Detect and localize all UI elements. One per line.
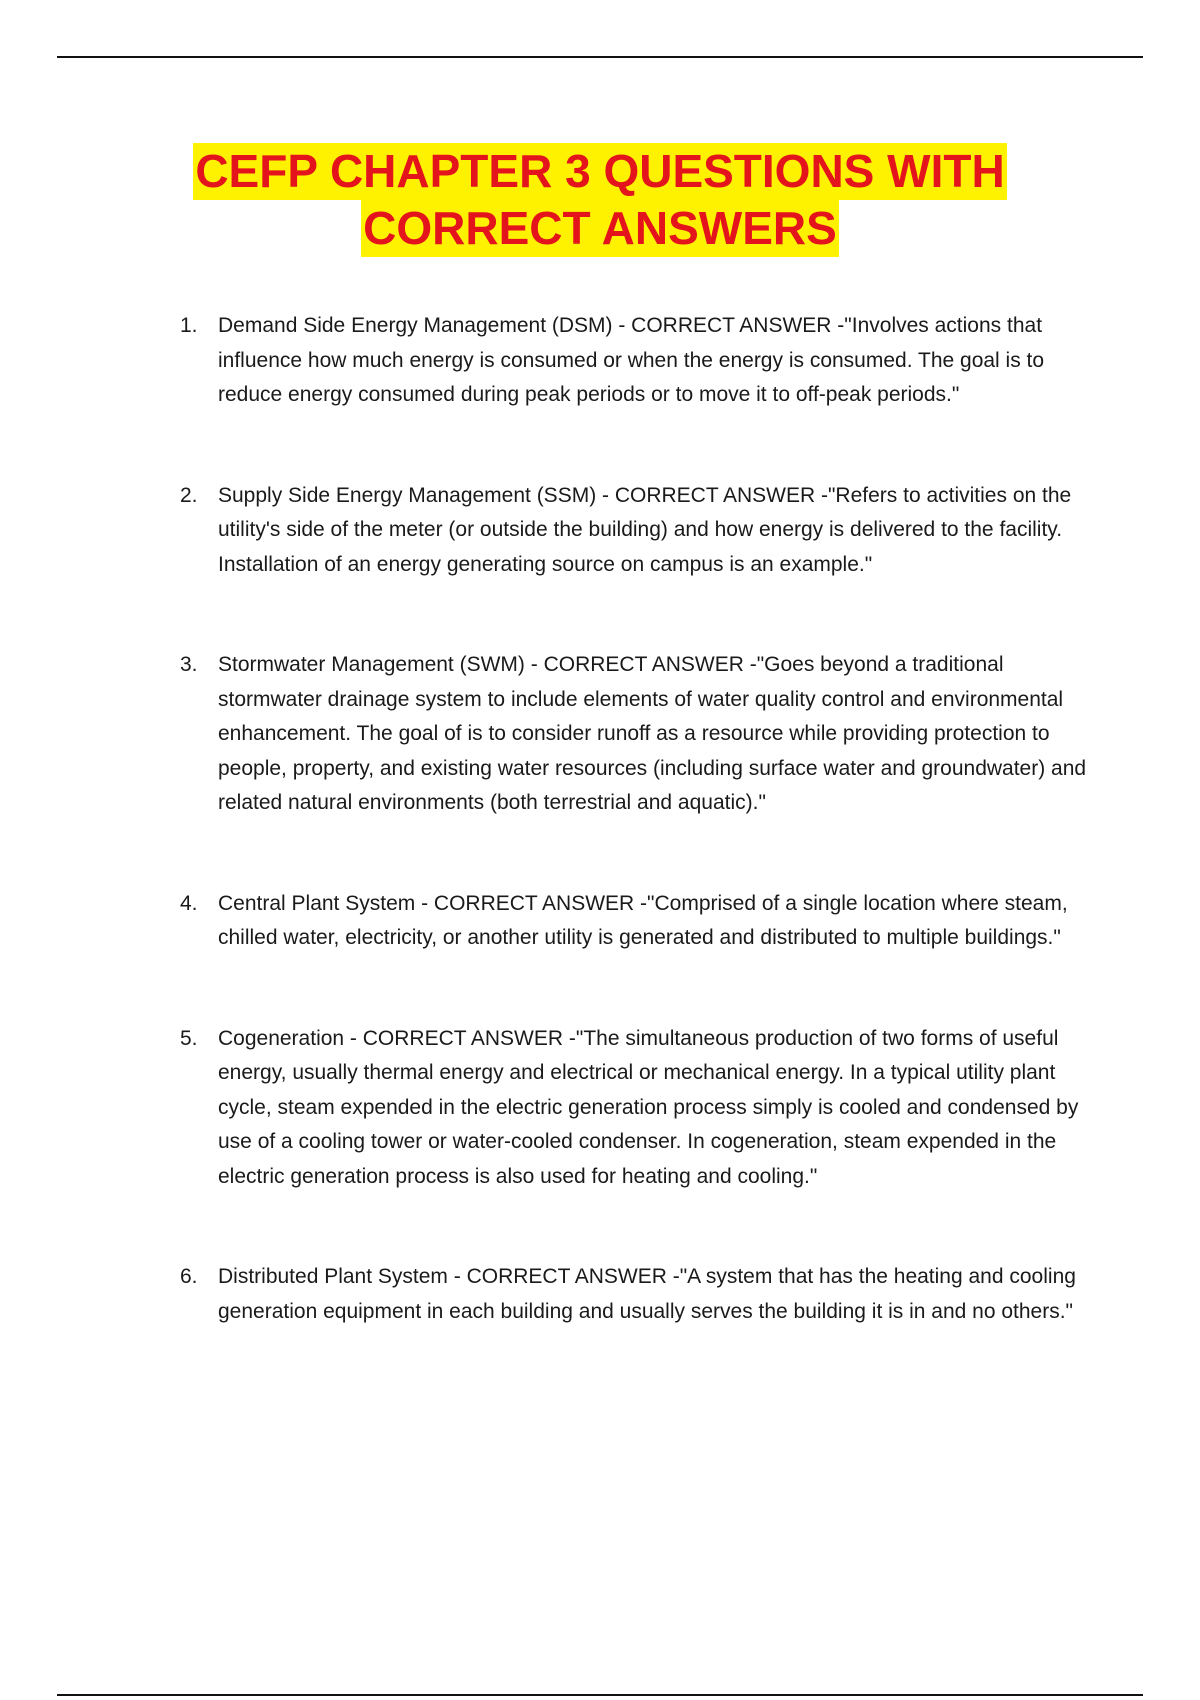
item-text: Distributed Plant System - CORRECT ANSWER -"A system that has the heating and cooling generation equipment in each building and usually serves the building it is in and no others." <box>218 1265 1076 1323</box>
item-text: Cogeneration - CORRECT ANSWER -"The simultaneous production of two forms of useful energy, usually thermal energy and electrical or mechanical energy. In a typical utility plant cycle, steam expended in the electric generation process simply is cooled and condensed by use of a cooling tower or water-cooled condenser. In cogeneration, steam expended in the electric generation process is also used for heating and cooling." <box>218 1026 1079 1188</box>
list-item <box>180 1260 1090 1329</box>
item-number: 6. <box>180 1265 198 1288</box>
item-number: 2. <box>180 483 198 507</box>
item-text: Central Plant System - CORRECT ANSWER -"Comprised of a single location where steam, chilled water, electricity, or another utility is generated and distributed to multiple buildings." <box>218 891 1068 949</box>
list-item <box>180 1022 1090 1195</box>
title-line-1: CEFP CHAPTER 3 QUESTIONS WITH <box>193 143 1006 200</box>
page-title <box>100 143 1100 257</box>
item-text: Stormwater Management (SWM) - CORRECT ANSWER -"Goes beyond a traditional stormwater drainage system to include elements of water quality control and environmental enhancement. The goal of is to consider runoff as a resource while providing protection to people, property, and existing water resources (including surface water and groundwater) and related natural environments (both terrestrial and aquatic)." <box>218 653 1087 814</box>
bottom-divider <box>57 1694 1143 1696</box>
item-number: 1. <box>180 314 198 337</box>
item-number: 5. <box>180 1026 198 1050</box>
title-line-2: CORRECT ANSWERS <box>361 200 839 257</box>
top-divider <box>57 56 1143 58</box>
list-item <box>180 887 1090 956</box>
item-text: Demand Side Energy Management (DSM) - CORRECT ANSWER -"Involves actions that influence how much energy is consumed or when the energy is consumed. The goal is to reduce energy consumed during peak periods or to move it to off-peak periods." <box>218 314 1045 406</box>
item-number: 3. <box>180 653 198 676</box>
item-text: Supply Side Energy Management (SSM) - CORRECT ANSWER -"Refers to activities on the utility's side of the meter (or outside the building) and how energy is delivered to the facility. Installation of an energy generating source on campus is an example." <box>218 483 1072 576</box>
list-item <box>180 309 1090 413</box>
list-item <box>180 648 1090 821</box>
list-item <box>180 479 1090 583</box>
question-list <box>180 309 1090 1395</box>
item-number: 4. <box>180 891 198 915</box>
